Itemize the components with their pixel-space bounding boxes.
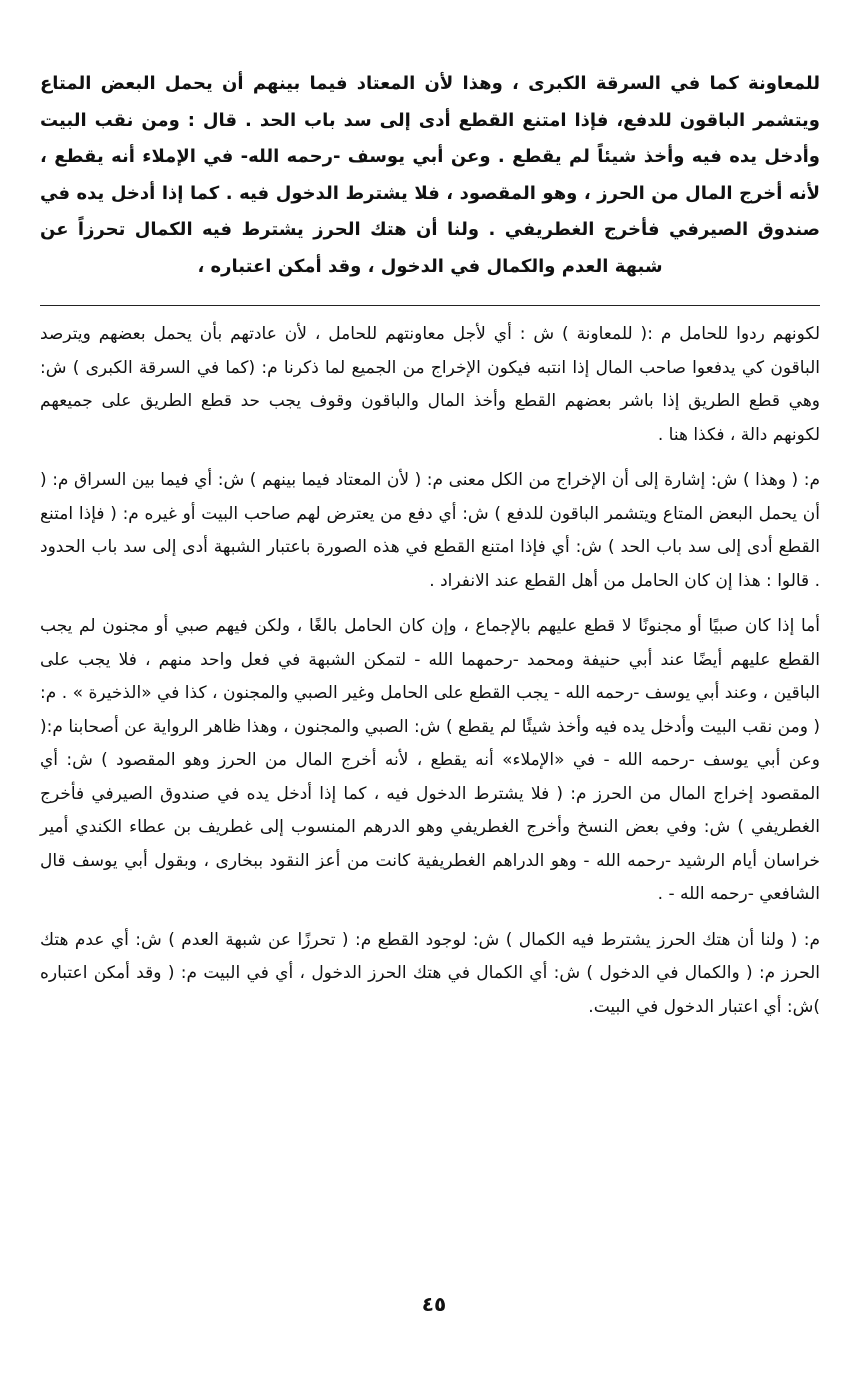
section-divider: [40, 305, 820, 306]
commentary-paragraph-1: لكونهم ردوا للحامل م :( للمعاونة ) ش : أي لأجل معاونتهم للحامل ، لأن عادتهم بأن يحمل بعضهم ويترصد الباقون كي يدفعوا صاحب المال إذا انتبه فيكون الإخراج من الجميع لما ذكرنا م: (كما في السرقة الكبرى ) ش: وهي قطع الطريق إذا باشر بعضهم القطع وأخذ المال والباقون وقوف يجب حد قطع الطريق على جميعهم لكونهم دالة ، فكذا هنا .: [40, 324, 820, 445]
commentary-paragraph-4: م: ( ولنا أن هتك الحرز يشترط فيه الكمال ) ش: لوجود القطع م: ( تحرزًا عن شبهة العدم ) ش: أي عدم هتك الحرز م: ( والكمال في الدخول ) ش: أي الكمال في هتك الحرز الدخول ، أي في البيت م: ( وقد أمكن اعتباره )ش: أي اعتبار الدخول في البيت.: [40, 929, 820, 1017]
book-page: [40, 66, 820, 1036]
page-number: ٤٥: [421, 1292, 447, 1316]
commentary-paragraph-3: أما إذا كان صبيًا أو مجنونًا لا قطع عليهم بالإجماع ، وإن كان الحامل بالغًا ، ولكن فيهم صبي أو مجنون لم يجب القطع عليهم أيضًا عند أبي حنيفة ومحمد -رحمهما الله - لتمكن الشبهة في فعل واحد منهم ، فلا يجب على الباقين ، وعند أبي يوسف -رحمه الله - يجب القطع على الحامل وغير الصبي والمجنون ، كذا في «الذخيرة » . م: ( ومن نقب البيت وأدخل يده فيه وأخذ شيئًا لم يقطع ) ش: الصبي والمجنون ، وهذا ظاهر الرواية عن أصحابنا م:( وعن أبي يوسف -رحمه الله - في «الإملاء» أنه يقطع ، لأنه أخرج المال من الحرز وهو المقصود ) ش: أي المقصود إخراج المال من الحرز م: ( فلا يشترط الدخول فيه ، كما إذا أدخل يده في صندوق الصيرفي فأخرج الغطريفي ) ش: وفي بعض النسخ وأخرج الغطريفي وهو الدرهم المنسوب إلى غطريف بن عطاء الكندي أمير خراسان أيام الرشيد -رحمه الله - وهو الدراهم الغطريفية كانت من أعز النقود ببخارى ، وبقول أبي يوسف قال الشافعي -رحمه الله - .: [40, 616, 820, 904]
main-text-block: للمعاونة كما في السرقة الكبرى ، وهذا لأن المعتاد فيما بينهم أن يحمل البعض المتاع ويتشمر الباقون للدفع، فإذا امتنع القطع أدى إلى سد باب الحد . قال : ومن نقب البيت وأدخل يده فيه وأخذ شيئاً لم يقطع . وعن أبي يوسف -رحمه الله- في الإملاء أنه يقطع ، لأنه أخرج المال من الحرز ، وهو المقصود ، فلا يشترط الدخول فيه . كما إذا أدخل يده في صندوق الصيرفي فأخرج الغطريفي . ولنا أن هتك الحرز يشترط فيه الكمال تحرزاً عن شبهة العدم والكمال في الدخول ، وقد أمكن اعتباره ،: [40, 73, 820, 277]
commentary-paragraph-2: م: ( وهذا ) ش: إشارة إلى أن الإخراج من الكل معنى م: ( لأن المعتاد فيما بينهم ) ش: أي فيما بين السراق م: ( أن يحمل البعض المتاع ويتشمر الباقون للدفع ) ش: أي دفع من يعترض لهم صاحب البيت أو غيره م: ( فإذا امتنع القطع أدى إلى سد باب الحد ) ش: أي فإذا امتنع القطع في هذه الصورة باعتبار الشبهة أدى إلى سد باب الحدود . قالوا : هذا إن كان الحامل من أهل القطع عند الانفراد .: [40, 470, 820, 591]
